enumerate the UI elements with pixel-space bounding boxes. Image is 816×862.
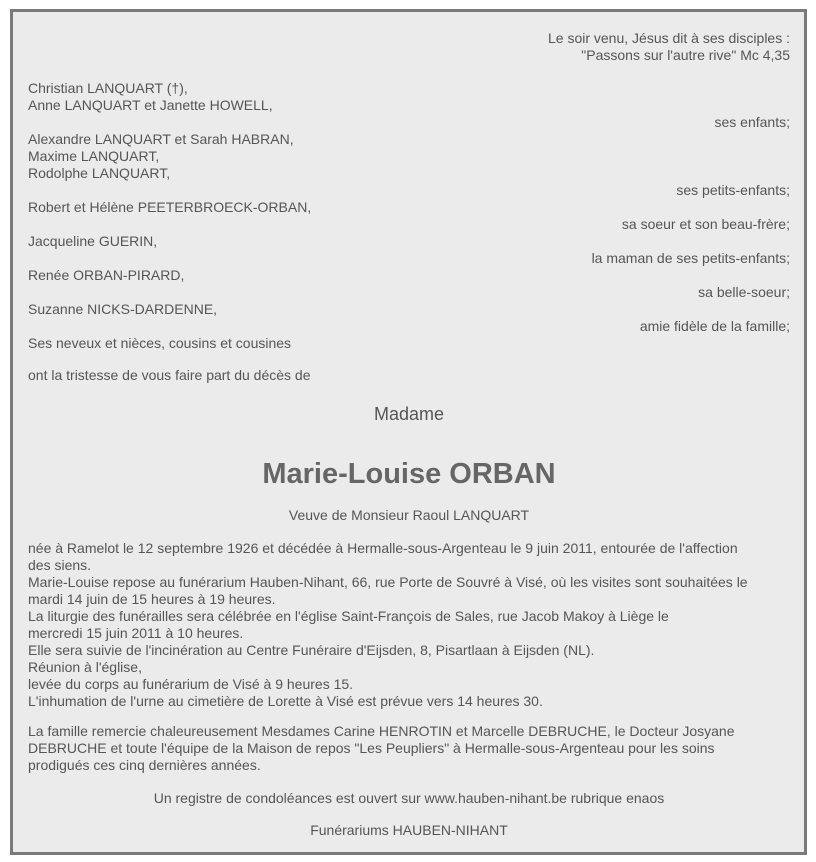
scripture-quote: [548, 30, 790, 64]
details-line: La liturgie des funérailles sera célébrée en l'église Saint-François de Sales, rue Jacob Makoy à Liège le: [28, 608, 669, 624]
details-line: mercredi 15 juin 2011 à 10 heures.: [28, 625, 244, 641]
details-line: Elle sera suivie de l'incinération au Centre Funéraire d'Eijsden, 8, Pisartlaan à Eijsden (NL).: [28, 642, 595, 658]
details-line: Réunion à l'église,: [28, 659, 142, 675]
family-role: la maman de ses petits-enfants;: [591, 250, 790, 266]
family-line: Anne LANQUART et Janette HOWELL,: [28, 97, 273, 113]
family-line: Renée ORBAN-PIRARD,: [28, 267, 185, 283]
family-line: Alexandre LANQUART et Sarah HABRAN,: [28, 131, 294, 147]
family-line: Ses neveux et nièces, cousins et cousines: [28, 335, 292, 351]
details-line: L'inhumation de l'urne au cimetière de Lorette à Visé est prévue vers 14 heures 30.: [28, 693, 543, 709]
quote-line-1: Le soir venu, Jésus dit à ses disciples :: [547, 30, 790, 46]
thanks-line: prodigués ces cinq dernières années.: [28, 757, 261, 773]
widow-of: Veuve de Monsieur Raoul LANQUART: [288, 507, 530, 523]
notice-frame: [10, 9, 807, 855]
family-role: sa belle-soeur;: [698, 284, 790, 300]
quote-line-2: "Passons sur l'autre rive" Mc 4,35: [581, 47, 790, 63]
deceased-name: Marie-Louise ORBAN: [262, 458, 556, 490]
thanks-line: La famille remercie chaleureusement Mesdames Carine HENROTIN et Marcelle DEBRUCHE, le Docteur Josyane: [28, 723, 735, 739]
details-line: Marie-Louise repose au funérarium Hauben-Nihant, 66, rue Porte de Souvré à Visé, où les visites sont souhaitées le: [28, 574, 748, 590]
family-line: Jacqueline GUERIN,: [28, 233, 158, 249]
details-line: des siens.: [28, 557, 92, 573]
details-line: mardi 14 juin de 15 heures à 19 heures.: [28, 591, 276, 607]
thanks-line: DEBRUCHE et toute l'équipe de la Maison de repos "Les Peupliers" à Hermalle-sous-Argenteau pour les soins: [28, 740, 715, 756]
details-line: née à Ramelot le 12 septembre 1926 et décédée à Hermalle-sous-Argenteau le 9 juin 2011, entourée de l'affection: [28, 540, 738, 556]
announcement: ont la tristesse de vous faire part du décès de: [28, 367, 311, 383]
family-line: Rodolphe LANQUART,: [28, 165, 171, 181]
details-line: levée du corps au funérarium de Visé à 9 heures 15.: [28, 676, 354, 692]
family-role: sa soeur et son beau-frère;: [621, 216, 790, 232]
deceased-title: Madame: [373, 404, 445, 424]
family-line: Suzanne NICKS-DARDENNE,: [28, 301, 218, 317]
thanks-paragraph: [28, 723, 788, 774]
details-paragraph: [28, 540, 788, 710]
family-line: Christian LANQUART (†),: [28, 80, 188, 96]
family-role: ses enfants;: [714, 114, 790, 130]
condolence-registry: Un registre de condoléances est ouvert sur www.hauben-nihant.be rubrique enaos: [153, 790, 665, 806]
family-role: ses petits-enfants;: [676, 182, 790, 198]
family-role: amie fidèle de la famille;: [639, 318, 790, 334]
family-line: Robert et Hélène PEETERBROECK-ORBAN,: [28, 199, 312, 215]
funeral-home: Funérariums HAUBEN-NIHANT: [310, 822, 508, 838]
family-line: Maxime LANQUART,: [28, 148, 160, 164]
